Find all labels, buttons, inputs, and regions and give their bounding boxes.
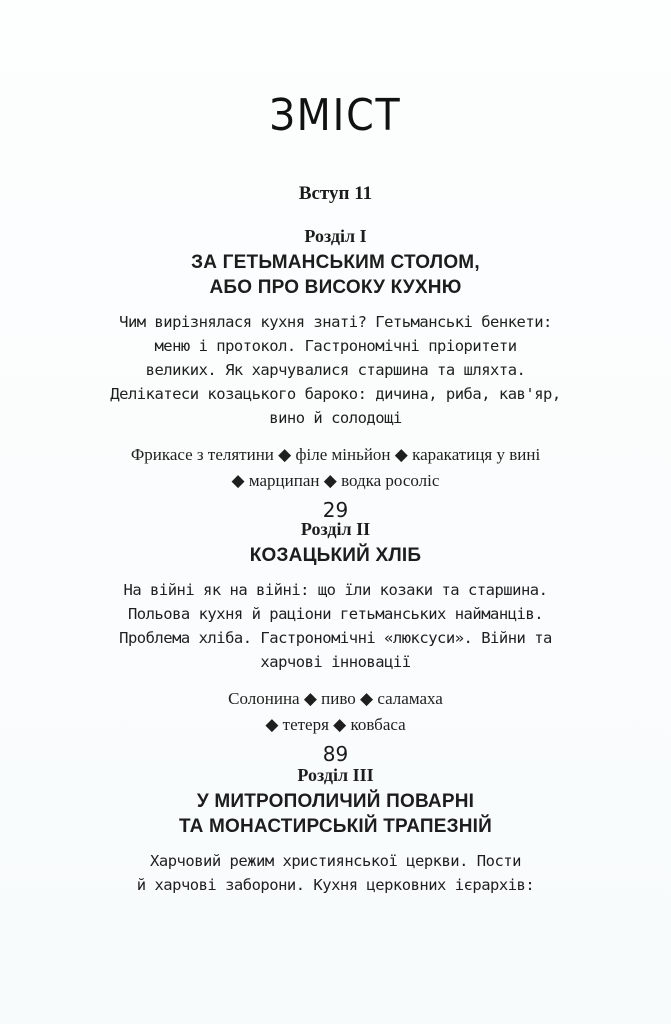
description-line: й харчові заборони. Кухня церковних ієрархів: (136, 876, 535, 894)
description-line: вино й солодощі (269, 409, 402, 427)
description-line: Польова кухня й раціони гетьманських найманців. (127, 605, 544, 623)
description-line: Чим вирізнялася кухня знаті? Гетьманські бенкети: (119, 313, 552, 331)
chapter-title-line: У МИТРОПОЛИЧИЙ ПОВАРНІ (196, 791, 475, 812)
chapter-title-line: КОЗАЦЬКИЙ ХЛІБ (249, 545, 422, 566)
chapter-description (56, 310, 616, 430)
description-line: харчові інновації (260, 653, 411, 671)
recipe-list (0, 442, 671, 494)
chapter-title-line: АБО ПРО ВИСОКУ КУХНЮ (209, 277, 462, 298)
chapter-number: Розділ ІІ (300, 519, 371, 539)
chapter-description (56, 849, 616, 897)
recipe-line: Фрикасе з телятини ◆ філе міньйон ◆ каракатиця у вині (130, 445, 541, 464)
recipe-list (0, 686, 671, 738)
chapter-number: Розділ ІІІ (297, 765, 374, 785)
chapter-1 (0, 224, 671, 524)
description-line: Харчовий режим християнської церкви. Пости (150, 852, 521, 870)
chapter-3 (0, 763, 671, 897)
description-line: Делікатеси козацького бароко: дичина, риба, кав'яр, (110, 385, 561, 403)
description-line: На війні як на війні: що їли козаки та старшина. (123, 581, 548, 599)
chapter-description (56, 578, 616, 674)
description-line: меню і протокол. Гастрономічні пріоритети (154, 337, 517, 355)
chapter-title-line: ТА МОНАСТИРСЬКІЙ ТРАПЕЗНІЙ (178, 816, 493, 837)
chapter-title (0, 250, 671, 300)
chapter-2 (0, 517, 671, 768)
description-line: великих. Як харчувалися старшина та шляхта. (145, 361, 526, 379)
chapter-title (0, 543, 671, 568)
chapter-title (0, 789, 671, 839)
intro-entry: Вступ 11 (298, 183, 373, 204)
description-line: Проблема хліба. Гастрономічні «люксуси». Війни та (119, 629, 552, 647)
chapter-page-number: 29 (322, 498, 349, 522)
page-title: ЗМІСТ (269, 90, 402, 141)
recipe-line: Солонина ◆ пиво ◆ саламаха (228, 689, 443, 708)
chapter-number: Розділ І (304, 226, 367, 246)
chapter-title-line: ЗА ГЕТЬМАНСЬКИМ СТОЛОМ, (191, 252, 480, 273)
recipe-line: ◆ тетеря ◆ ковбаса (265, 715, 406, 734)
chapter-page-number: 89 (322, 742, 349, 766)
recipe-line: ◆ марципан ◆ водка росоліс (231, 471, 440, 490)
